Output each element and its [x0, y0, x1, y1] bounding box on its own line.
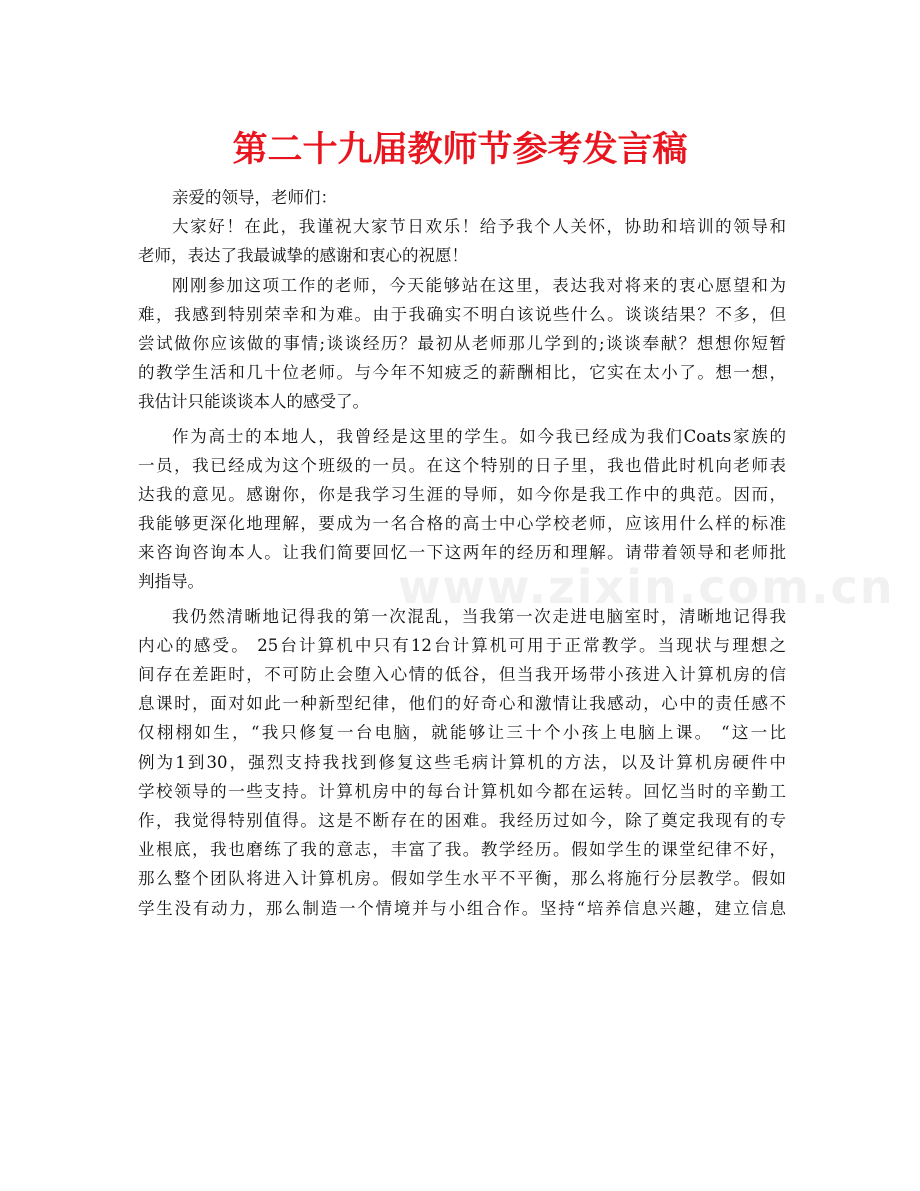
document-body — [138, 183, 786, 923]
text-line: 达我的意见。感谢你，你是我学习生涯的导师，如今你是我工作中的典范。因而， — [138, 484, 786, 504]
text-line: 的教学生活和几十位老师。与今年不知疲乏的薪酬相比，它实在太小了。想一想， — [138, 363, 786, 383]
text-line: 来咨询咨询本人。让我们简要回忆一下这两年的经历和理解。请带着领导和老师批 — [138, 543, 786, 563]
paragraph-2 — [138, 271, 786, 417]
text-line: 我仍然清晰地记得我的第一次混乱，当我第一次走进电脑室时，清晰地记得我 — [172, 606, 786, 626]
paragraph-3 — [138, 422, 786, 597]
text-line: 作为高士的本地人，我曾经是这里的学生。如今我已经成为我们Coats家族的 — [172, 426, 786, 446]
text-line: 我能够更深化地理解，要成为一名合格的高士中心学校老师，应该用什么样的标准 — [138, 514, 786, 534]
text-line: 学校领导的一些支持。计算机房中的每台计算机如今都在运转。回忆当时的辛勤工 — [138, 781, 786, 801]
text-line: 息课时，面对如此一种新型纪律，他们的好奇心和激情让我感动，心中的责任感不 — [138, 694, 786, 714]
text-line: 内心的感受。 25台计算机中只有12台计算机可用于正常教学。当现状与理想之 — [138, 635, 786, 655]
text-line: 那么整个团队将进入计算机房。假如学生水平不平衡，那么将施行分层教学。假如 — [138, 869, 786, 889]
text-line: 刚刚参加这项工作的老师，今天能够站在这里，表达我对将来的衷心愿望和为 — [172, 275, 786, 295]
text-line: 一员，我已经成为这个班级的一员。在这个特别的日子里，我也借此时机向老师表 — [138, 455, 786, 475]
text-line: 例为1到30，强烈支持我找到修复这些毛病计算机的方法，以及计算机房硬件中 — [138, 752, 786, 772]
text-line: 老师，表达了我最诚挚的感谢和衷心的祝愿！ — [138, 246, 468, 266]
text-line: 难，我感到特别荣幸和为难。由于我确实不明白该说些什么。谈谈结果？不多，但 — [138, 304, 786, 324]
text-line: 判指导。 — [138, 572, 204, 592]
paragraph-1 — [138, 212, 786, 270]
text-line: 作，我觉得特别值得。这是不断存在的困难。我经历过如今，除了奠定我现有的专 — [138, 810, 786, 830]
text-line: 大家好！在此，我谨祝大家节日欢乐！给予我个人关怀，协助和培训的领导和 — [172, 217, 786, 237]
text-line: 学生没有动力，那么制造一个情境并与小组合作。坚持“培养信息兴趣，建立信息 — [138, 898, 786, 918]
document-title: 第二十九届教师节参考发言稿 — [232, 130, 688, 170]
text-line: 间存在差距时，不可防止会堕入心情的低谷，但当我开场带小孩进入计算机房的信 — [138, 665, 786, 684]
text-line: 我估计只能谈谈本人的感受了。 — [138, 392, 369, 412]
paragraph-greeting — [138, 183, 786, 212]
text-line: 尝试做你应该做的事情;谈谈经历？最初从老师那儿学到的;谈谈奉献？想想你短暂 — [138, 333, 786, 353]
text-line: 仅栩栩如生，“我只修复一台电脑，就能够让三十个小孩上电脑上课。 “这一比 — [138, 723, 786, 743]
watermark: www.zixin.com.cn — [398, 560, 895, 614]
paragraph-4 — [138, 602, 786, 923]
text-line: 业根底，我也磨练了我的意志，丰富了我。教学经历。假如学生的课堂纪律不好， — [138, 840, 786, 860]
text-line: 亲爱的领导，老师们： — [172, 188, 337, 207]
